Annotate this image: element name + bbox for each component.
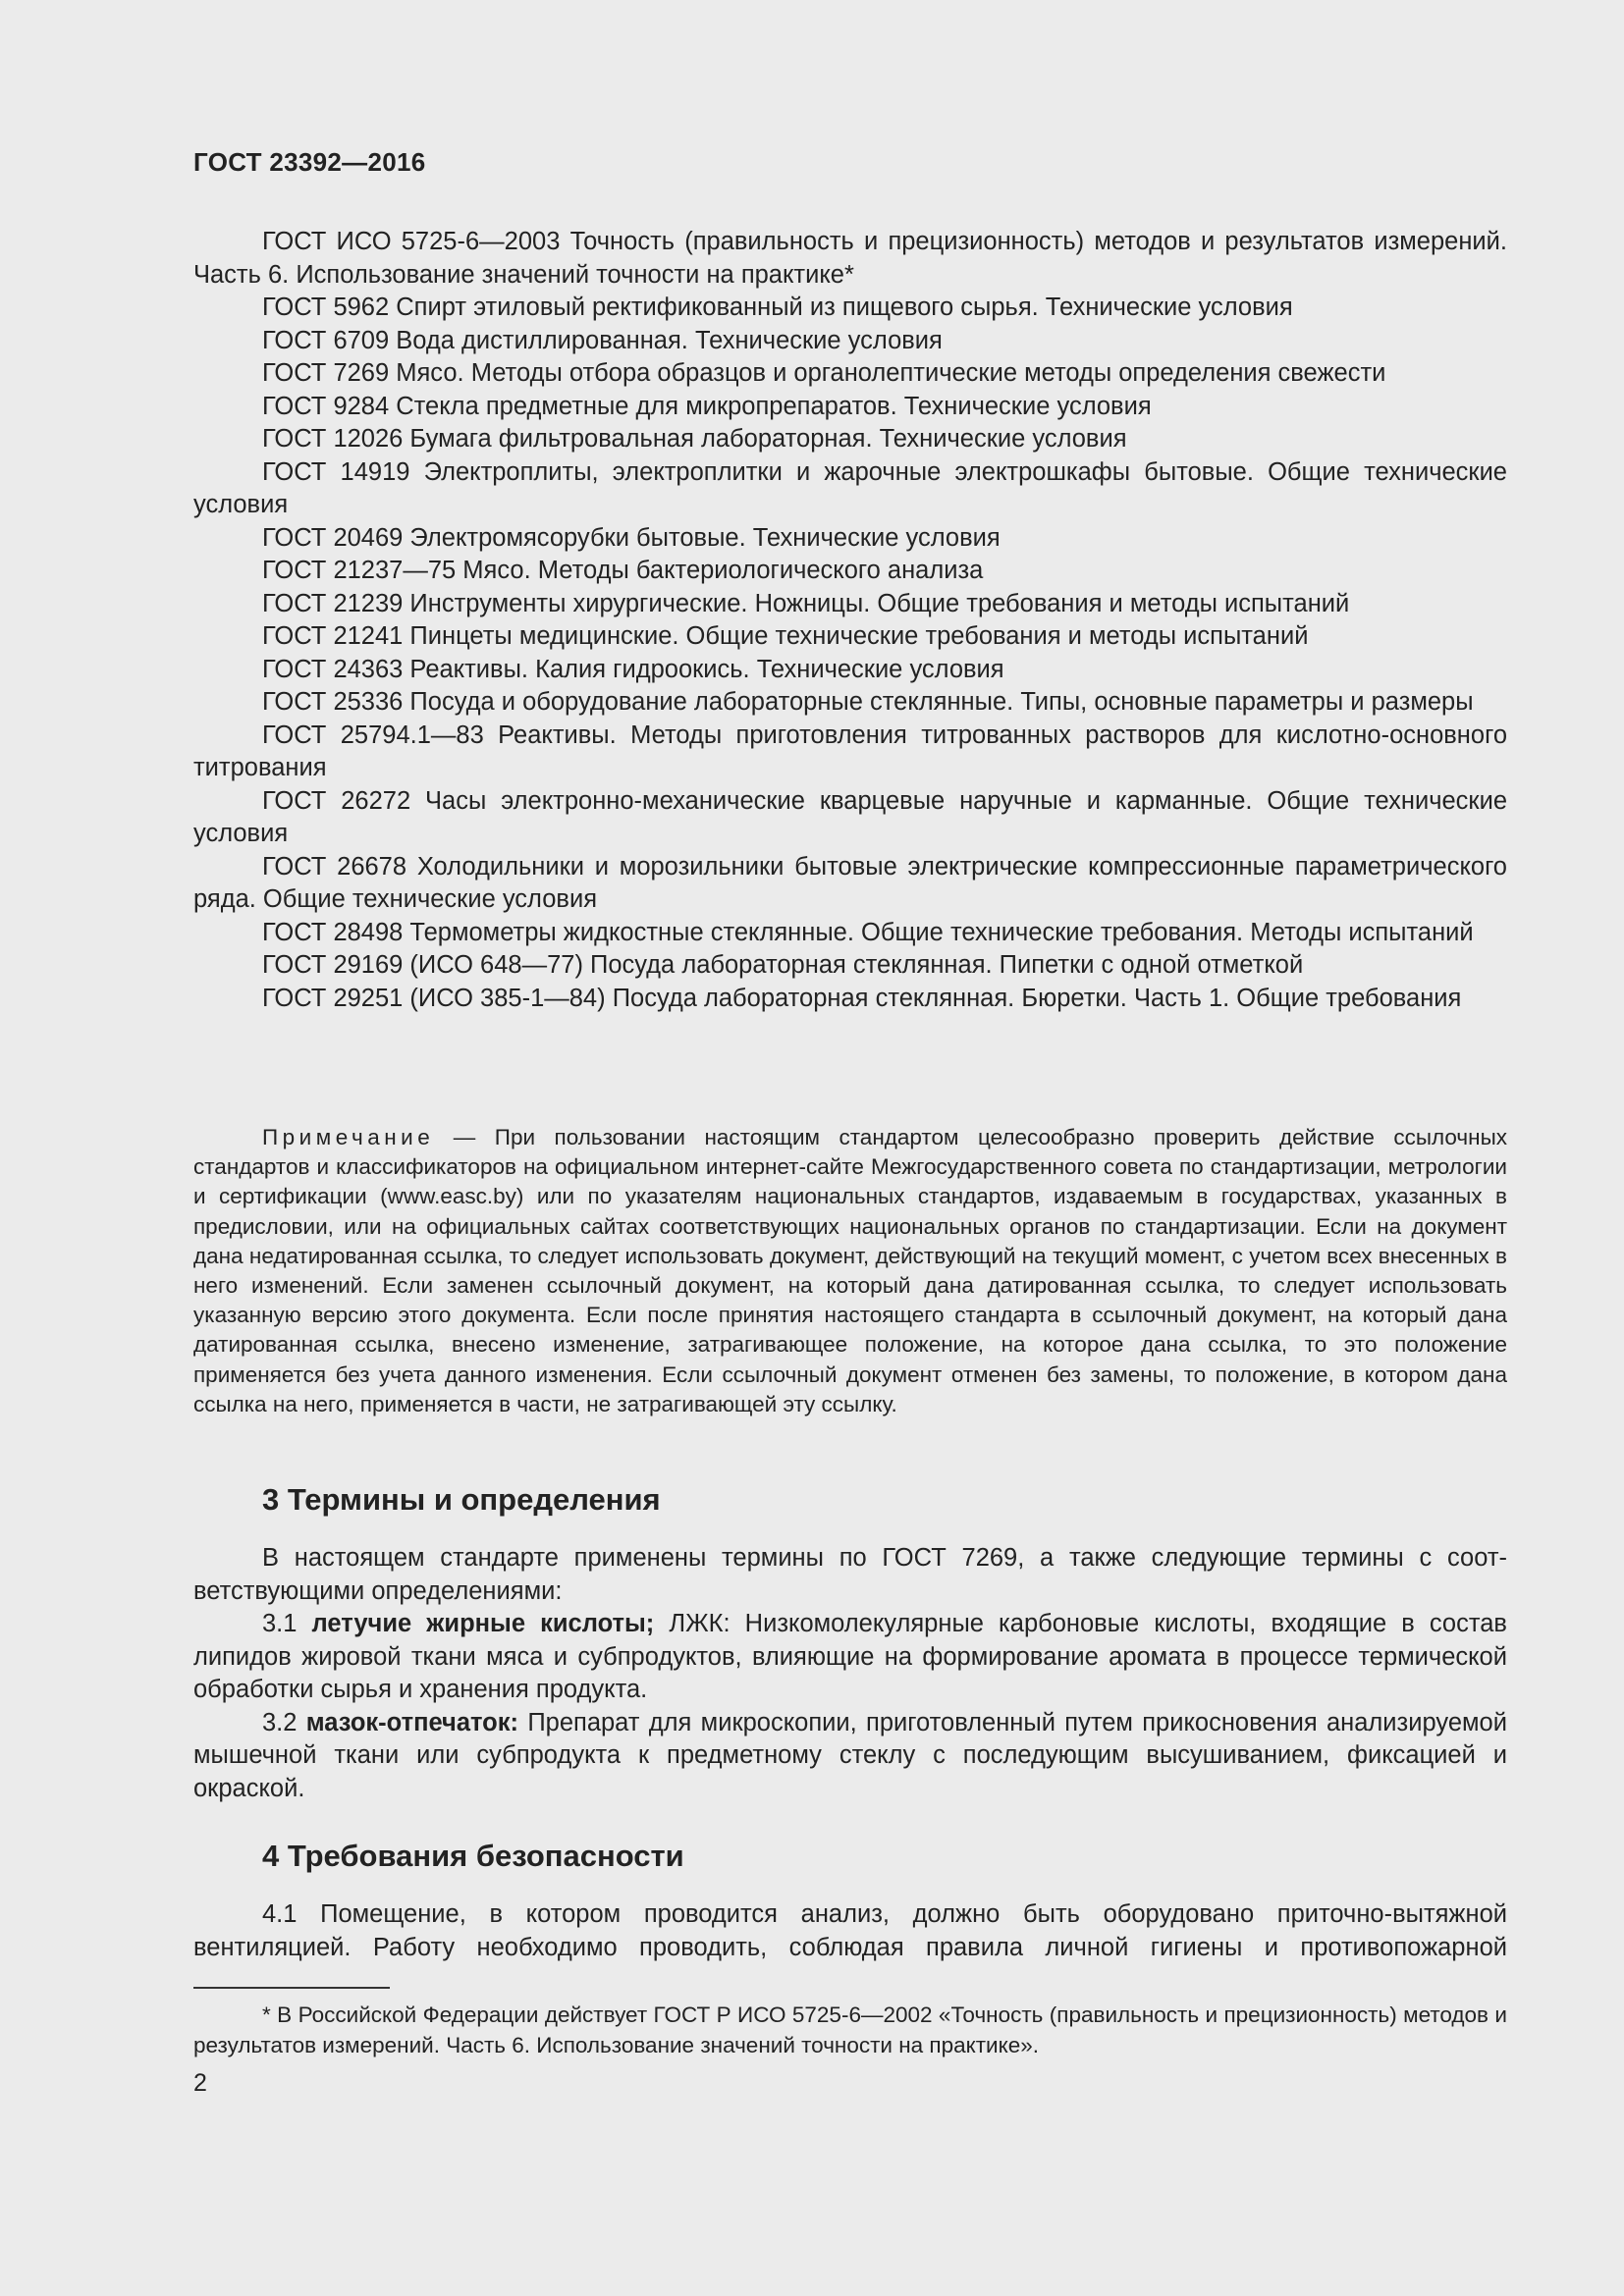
reference-item: ГОСТ 24363 Реактивы. Калия гидроокись. Технические условия (262, 655, 1004, 683)
reference-item: ГОСТ 12026 Бумага фильтровальная лабораторная. Технические условия (262, 425, 1127, 453)
term-name: мазок-отпечаток: (305, 1708, 519, 1736)
page-number: 2 (193, 2069, 207, 2097)
section-4-heading: 4 Требования безопасности (262, 1839, 684, 1873)
document-header: ГОСТ 23392—2016 (193, 147, 426, 177)
term-name: летучие жирные кислоты; (311, 1610, 655, 1637)
reference-item: ГОСТ 14919 Электроплиты, электроплитки и жарочные электрошкафы бытовые. Общие технические условия (193, 457, 1507, 518)
normative-references-list (193, 226, 1507, 1015)
note-paragraph (193, 1123, 1507, 1419)
reference-item: ГОСТ 25794.1—83 Реактивы. Методы приготовления титрованных растворов для кислотно-основного титрования (193, 721, 1507, 781)
section-3-body (193, 1542, 1507, 1805)
reference-item: ГОСТ 29169 (ИСО 648—77) Посуда лабораторная стеклянная. Пипетки с одной отметкой (262, 951, 1304, 979)
footnote: * В Российской Федерации действует ГОСТ Р ИСО 5725-6—2002 «Точность (правильность и прецизионность) методов и результатов измерений. Часть 6. Использование значений точности на практике». (193, 2002, 1507, 2057)
reference-item: ГОСТ 7269 Мясо. Методы отбора образцов и органолептические методы определения свежести (262, 359, 1386, 387)
reference-item: ГОСТ 25336 Посуда и оборудование лабораторные стеклянные. Типы, основные параметры и размеры (262, 688, 1474, 716)
section-3-intro: В настоящем стандарте применены термины по ГОСТ 7269, а также следующие термины с соответствующими определениями: (193, 1544, 1507, 1605)
term-definition: ЛЖК: Низкомолекулярные карбоновые кислоты, входящие в состав липидов жировой ткани мяса и субпродуктов, влияющие на формирование аромата в процессе термической обработки сырья и хранения продукта. (193, 1610, 1507, 1703)
reference-item: ГОСТ 26678 Холодильники и морозильники бытовые электрические компрессионные параметрического ряда. Общие технические условия (193, 852, 1507, 913)
section-4-body (193, 1898, 1507, 1964)
reference-item: ГОСТ 21237—75 Мясо. Методы бактериологического анализа (262, 557, 984, 584)
reference-item: ГОСТ 29251 (ИСО 385-1—84) Посуда лабораторная стеклянная. Бюретки. Часть 1. Общие требования (262, 984, 1462, 1012)
reference-item: ГОСТ ИСО 5725-6—2003 Точность (правильность и прецизионность) методов и результатов измерений. Часть 6. Использование значений точности на практике* (193, 228, 1507, 289)
reference-item: ГОСТ 21239 Инструменты хирургические. Ножницы. Общие требования и методы испытаний (262, 589, 1350, 617)
section-3-heading: 3 Термины и определения (262, 1482, 661, 1517)
reference-item: ГОСТ 9284 Стекла предметные для микропрепаратов. Технические условия (262, 392, 1152, 420)
reference-item: ГОСТ 28498 Термометры жидкостные стеклянные. Общие технические требования. Методы испытаний (262, 918, 1474, 946)
footnote-divider (193, 1987, 390, 1989)
term-3-2 (193, 1707, 1507, 1806)
reference-item: ГОСТ 26272 Часы электронно-механические кварцевые наручные и карманные. Общие технические условия (193, 786, 1507, 847)
reference-item: ГОСТ 6709 Вода дистиллированная. Технические условия (262, 326, 943, 354)
clause-4-1: 4.1 Помещение, в котором проводится анализ, должно быть оборудовано приточно-вытяжной вентиляцией. Работу необходимо проводить, соблюдая правила личной гигиены и противопожарной (193, 1900, 1507, 1961)
note-label: Примечание (262, 1125, 435, 1149)
term-number: 3.1 (262, 1610, 312, 1637)
term-number: 3.2 (262, 1708, 306, 1736)
reference-item: ГОСТ 20469 Электромясорубки бытовые. Технические условия (262, 523, 1001, 552)
reference-item: ГОСТ 5962 Спирт этиловый ректификованный из пищевого сырья. Технические условия (262, 294, 1293, 321)
term-definition: Препарат для микроскопии, приготовленный путем прикосновения анализируемой мышечной ткани или субпродукта к предметному стеклу с последующим высушиванием, фиксацией и окраской. (193, 1708, 1507, 1802)
term-3-1 (193, 1608, 1507, 1707)
note-text: — При пользовании настоящим стандартом целесообразно проверить действие ссылочных стандартов и классификаторов на официальном интернет-сайте Межгосударственного совета по стандартизации, метрологии и сертификации (www.easc.by) или по указателям национальных стандартов, издаваемым в государствах, указанных в предисловии, или на официальных сайтах соответствующих национальных органов по стандартизации. Если на документ дана недатированная ссылка, то следует использовать документ, действующий на текущий момент, с учетом всех внесенных в него изменений. Если заменен ссылочный документ, на который дана датированная ссылка, то следует использовать указанную версию этого документа. Если после принятия настоящего стандарта в ссылочный документ, на который дана датированная ссылка, внесено изменение, затрагивающее положение, на которое дана ссылка, то это положение применяется без учета данного изменения. Если ссылочный документ отменен без замены, то положение, в котором дана ссылка на него, применяется в части, не затрагивающей эту ссылку. (193, 1125, 1507, 1416)
reference-item: ГОСТ 21241 Пинцеты медицинские. Общие технические требования и методы испытаний (262, 622, 1309, 650)
